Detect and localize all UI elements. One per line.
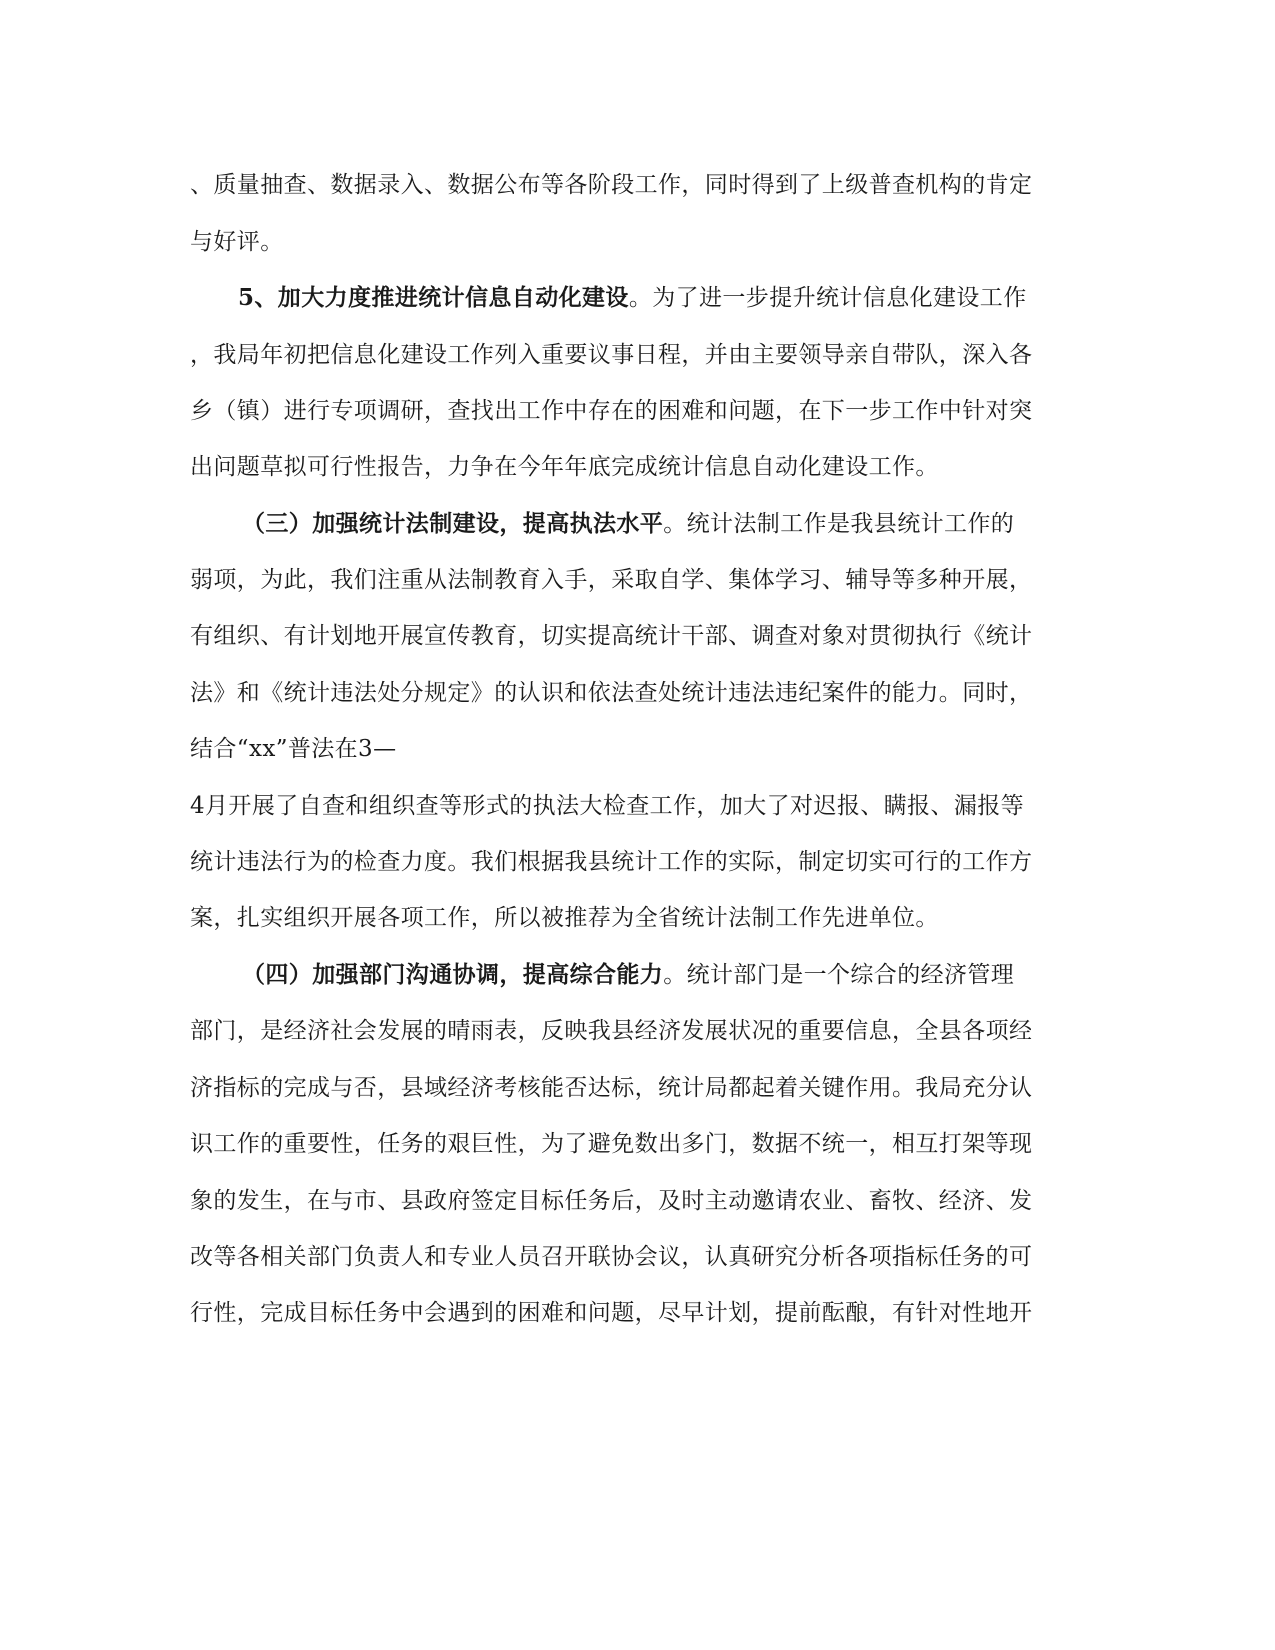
line-text: 象的发生，在与市、县政府签定目标任务后，及时主动邀请农业、畜牧、经济、发: [190, 1188, 1033, 1214]
line-text: 弱项，为此，我们注重从法制教育入手，采取自学、集体学习、辅导等多种开展，: [190, 567, 1033, 593]
line-text: 4月开展了自查和组织查等形式的执法大检查工作，加大了对迟报、瞒报、漏报等: [190, 793, 1025, 819]
section-heading-line: [242, 509, 1142, 539]
paragraph-heading-line: [238, 283, 1138, 313]
text-line: [190, 565, 1090, 595]
line-text: 法》和《统计违法处分规定》的认识和依法查处统计违法违纪案件的能力。同时，: [190, 680, 1033, 706]
text-line: [190, 734, 1090, 764]
text-line: [190, 452, 1090, 482]
line-text: 统计违法行为的检查力度。我们根据我县统计工作的实际，制定切实可行的工作方: [190, 849, 1033, 875]
line-text: 。为了进一步提升统计信息化建设工作: [628, 285, 1027, 311]
line-text: ，我局年初把信息化建设工作列入重要议事日程，并由主要领导亲自带队，深入各: [190, 342, 1033, 368]
section-heading: （四）加强部门沟通协调，提高综合能力: [242, 961, 664, 988]
line-text: 部门，是经济社会发展的晴雨表，反映我县经济发展状况的重要信息，全县各项经: [190, 1018, 1033, 1044]
text-line: [190, 1073, 1090, 1103]
text-line: [190, 791, 1090, 821]
line-text: 改等各相关部门负责人和专业人员召开联协会议，认真研究分析各项指标任务的可: [190, 1244, 1033, 1270]
line-text: 行性，完成目标任务中会遇到的困难和问题，尽早计划，提前酝酿，有针对性地开: [190, 1300, 1033, 1326]
text-line: [190, 1298, 1090, 1328]
line-text: 结合“xx”普法在3—: [190, 736, 397, 762]
text-line: [190, 1186, 1090, 1216]
text-line: [190, 1242, 1090, 1272]
text-line: [190, 1016, 1090, 1046]
line-text: 济指标的完成与否，县域经济考核能否达标，统计局都起着关键作用。我局充分认: [190, 1075, 1033, 1101]
text-line: [190, 903, 1090, 933]
section-heading-line: [242, 960, 1142, 990]
line-text: 案，扎实组织开展各项工作，所以被推荐为全省统计法制工作先进单位。: [190, 905, 939, 931]
text-line: [190, 847, 1090, 877]
line-text: 、质量抽查、数据录入、数据公布等各阶段工作，同时得到了上级普查机构的肯定: [190, 172, 1033, 198]
line-text: 有组织、有计划地开展宣传教育，切实提高统计干部、调查对象对贯彻执行《统计: [190, 623, 1033, 649]
line-text: 乡（镇）进行专项调研，查找出工作中存在的困难和问题，在下一步工作中针对突: [190, 398, 1033, 424]
section-heading: （三）加强统计法制建设，提高执法水平: [242, 510, 664, 537]
paragraph-heading: 5、加大力度推进统计信息自动化建设: [238, 284, 629, 311]
text-line: [190, 170, 1090, 200]
line-text: 与好评。: [190, 229, 284, 255]
text-line: [190, 227, 1090, 257]
text-line: [190, 678, 1090, 708]
text-line: [190, 621, 1090, 651]
line-text: 。统计部门是一个综合的经济管理: [663, 962, 1015, 988]
line-text: 识工作的重要性，任务的艰巨性，为了避免数出多门，数据不统一，相互打架等现: [190, 1131, 1033, 1157]
text-line: [190, 1129, 1090, 1159]
line-text: 出问题草拟可行性报告，力争在今年年底完成统计信息自动化建设工作。: [190, 454, 939, 480]
text-line: [190, 396, 1090, 426]
text-line: [190, 340, 1090, 370]
line-text: 。统计法制工作是我县统计工作的: [663, 511, 1015, 537]
